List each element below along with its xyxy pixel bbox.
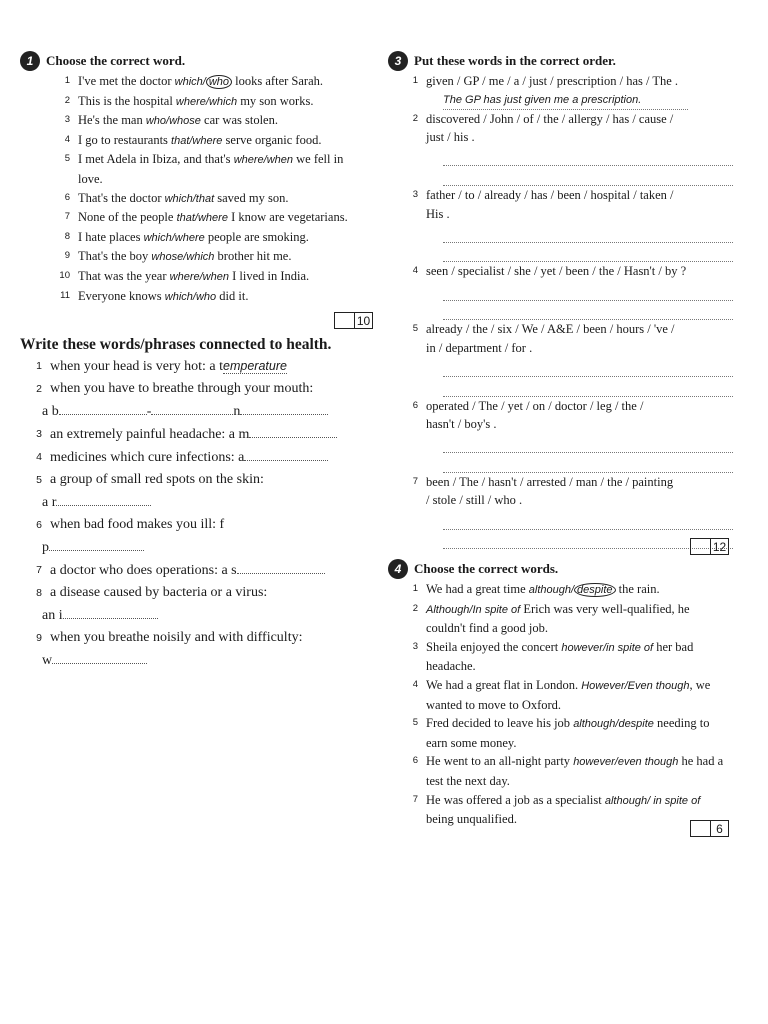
item-prompt: when bad food makes you ill: f xyxy=(50,517,225,532)
item-text xyxy=(78,189,370,209)
word-choice[interactable]: although/ xyxy=(528,584,575,596)
section1-header xyxy=(20,50,372,72)
item-text-part: Erich was very well-qualified, he couldn't find a good job. xyxy=(426,601,690,636)
item-number: 2 xyxy=(36,383,42,395)
order-item-line xyxy=(396,397,733,416)
letter-hint: n xyxy=(233,404,241,419)
item-prompt: when you have to breathe through your mouth: xyxy=(50,381,314,396)
item-text xyxy=(78,150,370,188)
order-item-line xyxy=(396,491,733,510)
item-text-part: he had a test the next day. xyxy=(426,754,724,788)
item-text xyxy=(426,676,726,714)
scrambled-words: been / The / hasn't / arrested / man / the / painting xyxy=(426,474,674,489)
health-item-continuation xyxy=(20,536,372,559)
item-number: 9 xyxy=(64,250,70,262)
item-text-part: Sheila enjoyed the concert xyxy=(426,639,562,654)
word-choice[interactable]: which/ xyxy=(174,76,206,88)
section4-score-box[interactable] xyxy=(690,820,729,837)
answer-line[interactable] xyxy=(443,357,733,377)
right-column xyxy=(388,50,733,836)
answer-blank[interactable] xyxy=(56,491,151,506)
section1-items xyxy=(48,72,370,306)
item-number: 7 xyxy=(64,211,70,223)
item-number: 4 xyxy=(64,133,70,145)
health-item xyxy=(20,469,372,491)
scrambled-words: already / the / six / We / A&E / been / hours / 've / xyxy=(426,322,675,337)
item-number: 6 xyxy=(412,399,418,411)
section3-score-total: 12 xyxy=(710,538,729,555)
word-choice[interactable]: that/where xyxy=(176,212,228,225)
item-text-before: I met Adela in Ibiza, and that's xyxy=(78,152,234,167)
item-prompt: a doctor who does operations: a s xyxy=(50,563,237,578)
item-number: 3 xyxy=(36,428,42,440)
item-number: 5 xyxy=(412,717,418,729)
health-item xyxy=(20,378,372,400)
scrambled-words: / stole / still / who . xyxy=(426,493,523,508)
section3-items xyxy=(396,72,733,549)
item-text xyxy=(50,378,313,400)
item-number: 6 xyxy=(36,519,42,531)
circled-answer: who xyxy=(206,75,232,89)
item-text-after: car was stolen. xyxy=(200,113,278,128)
item-text-before: That's the boy xyxy=(78,249,152,264)
section4-item xyxy=(396,676,726,714)
section1-item xyxy=(48,208,370,228)
item-prompt: when you breathe noisily and with difficulty: xyxy=(50,630,303,645)
word-choice[interactable]: however/even though xyxy=(573,756,679,769)
health-item xyxy=(20,582,372,604)
order-item-line xyxy=(396,415,733,434)
item-number: 8 xyxy=(36,587,42,599)
answer-blank[interactable] xyxy=(52,649,147,664)
scrambled-words: just / his . xyxy=(426,130,475,145)
answer-line[interactable] xyxy=(443,281,733,301)
item-text xyxy=(78,111,370,131)
section1-item xyxy=(48,111,370,131)
answer-line[interactable] xyxy=(443,453,733,473)
item-number: 2 xyxy=(412,112,418,124)
item-text xyxy=(426,580,726,600)
item-number: 5 xyxy=(36,474,42,486)
item-text xyxy=(50,355,287,378)
section3-title: Put these words in the correct order. xyxy=(414,53,616,68)
item-text-before: None of the people xyxy=(78,210,177,225)
item-text xyxy=(78,228,370,248)
item-text xyxy=(426,714,726,752)
health-item xyxy=(20,514,372,536)
item-prompt: an extremely painful headache: a m xyxy=(50,427,250,442)
answer-blank[interactable] xyxy=(49,536,144,551)
section1-number-badge: 1 xyxy=(20,51,40,71)
section1-score-blank[interactable] xyxy=(334,312,354,329)
item-text-before: Everyone knows xyxy=(78,288,165,303)
word-choice[interactable]: where/which xyxy=(175,95,238,108)
letter-hint: - xyxy=(146,404,152,419)
letter-hint: an i xyxy=(42,608,63,623)
section2-title: Write these words/phrases connected to health. xyxy=(20,336,332,353)
answer-blank[interactable] xyxy=(240,400,328,415)
item-text xyxy=(50,469,264,491)
item-number: 7 xyxy=(412,793,418,805)
letter-hint: w xyxy=(42,653,53,668)
health-item xyxy=(20,423,372,446)
item-prompt: medicines which cure infections: a xyxy=(50,450,245,465)
item-text-after: serve organic food. xyxy=(222,132,322,147)
section4-items xyxy=(396,580,726,829)
item-number: 1 xyxy=(412,583,418,594)
section3-number-badge: 3 xyxy=(388,51,408,71)
item-text-part: , we wanted to move to Oxford. xyxy=(426,677,711,712)
word-choice[interactable]: However/Even though xyxy=(581,679,690,692)
answer-line[interactable] xyxy=(443,147,733,167)
item-text xyxy=(426,791,726,829)
word-choice[interactable]: that/where xyxy=(171,134,223,147)
item-number: 3 xyxy=(412,188,418,200)
section1-title: Choose the correct word. xyxy=(46,53,186,68)
item-text-part: needing to earn some money. xyxy=(426,716,710,750)
item-number xyxy=(396,415,426,434)
order-item-line xyxy=(396,205,733,224)
section4-item xyxy=(396,600,726,638)
item-text-before: I've met the doctor xyxy=(78,74,175,88)
letter-hint: a r xyxy=(42,495,57,510)
item-number: 6 xyxy=(412,755,418,767)
order-item-line xyxy=(396,473,733,492)
left-column xyxy=(20,50,372,668)
handwritten-answer[interactable]: The GP has just given me a prescription. xyxy=(443,91,688,110)
item-number xyxy=(396,491,426,510)
section4-title: Choose the correct words. xyxy=(414,561,559,576)
scrambled-words: father / to / already / has / been / hospital / taken / xyxy=(426,187,674,202)
item-text-part: the rain. xyxy=(615,582,660,596)
item-number: 4 xyxy=(412,678,418,690)
item-text-part: He was offered a job as a specialist xyxy=(426,792,605,807)
section4-item xyxy=(396,752,726,790)
item-number: 1 xyxy=(412,75,418,86)
answer-line[interactable] xyxy=(443,510,733,530)
item-text xyxy=(78,72,370,92)
order-item-line xyxy=(396,339,733,358)
item-text-before: I go to restaurants xyxy=(78,132,172,147)
answer-line[interactable] xyxy=(443,301,733,321)
item-text xyxy=(50,627,302,649)
item-text-part: being unqualified. xyxy=(426,812,517,827)
section4-item xyxy=(396,791,726,829)
order-item-line xyxy=(396,72,733,91)
item-number: 10 xyxy=(59,269,70,281)
order-item-line xyxy=(396,128,733,147)
answer-line[interactable] xyxy=(443,434,733,454)
scrambled-words: seen / specialist / she / yet / been / the / Hasn't / by ? xyxy=(426,264,687,279)
health-item xyxy=(20,559,372,582)
word-choice[interactable]: although/ in spite of xyxy=(604,794,701,807)
health-item-continuation xyxy=(20,400,372,423)
section4-item xyxy=(396,638,726,676)
item-text xyxy=(426,752,726,790)
item-text-part: her bad headache. xyxy=(426,639,694,674)
item-text-after: I lived in India. xyxy=(228,268,310,283)
item-number: 7 xyxy=(36,564,42,576)
item-text-after: people are smoking. xyxy=(204,229,309,244)
word-choice[interactable]: which/who xyxy=(164,290,217,303)
order-item-line xyxy=(396,110,733,129)
section3-header xyxy=(388,50,733,72)
item-number: 11 xyxy=(60,289,70,301)
health-item xyxy=(20,355,372,378)
scrambled-words: discovered / John / of / the / allergy / has / cause / xyxy=(426,111,674,126)
item-number: 6 xyxy=(64,191,70,203)
item-text xyxy=(50,559,325,582)
section1-score-box[interactable] xyxy=(334,312,373,329)
section4-item xyxy=(396,580,726,600)
scrambled-words: given / GP / me / a / just / prescription / has / The . xyxy=(426,74,679,88)
item-number: 1 xyxy=(64,75,70,86)
word-choice[interactable]: where/when xyxy=(233,154,294,167)
circled-answer: despite xyxy=(574,583,615,597)
section1-score-total: 10 xyxy=(354,312,373,329)
section1-item xyxy=(48,267,370,287)
item-text xyxy=(50,446,328,469)
word-choice[interactable]: however/in spite of xyxy=(561,641,654,654)
item-text-after: did it. xyxy=(216,288,249,303)
item-number: 9 xyxy=(36,632,42,644)
item-number: 8 xyxy=(64,230,70,242)
section1-item xyxy=(48,150,370,188)
answer-blank[interactable] xyxy=(63,604,158,619)
item-text-after: we fell in love. xyxy=(78,152,344,186)
item-number: 1 xyxy=(36,360,42,372)
item-prompt: a disease caused by bacteria or a virus: xyxy=(50,585,268,600)
letter-hint: a b xyxy=(42,404,59,419)
item-text xyxy=(426,638,726,676)
item-number xyxy=(396,205,426,224)
section1-item xyxy=(48,228,370,248)
word-choice[interactable]: although/despite xyxy=(573,718,654,731)
answer-line[interactable] xyxy=(443,377,733,397)
item-text-after: looks after Sarah. xyxy=(232,74,323,88)
word-choice[interactable]: who/whose xyxy=(145,115,201,128)
item-text xyxy=(78,287,370,307)
section1-item xyxy=(48,92,370,112)
section1-item xyxy=(48,131,370,151)
item-text-after: my son works. xyxy=(237,93,314,108)
word-choice[interactable]: where/when xyxy=(169,270,229,283)
item-text xyxy=(50,423,337,446)
item-text xyxy=(78,247,370,267)
section4 xyxy=(388,558,733,829)
item-prompt: when your head is very hot: a t xyxy=(50,359,224,374)
health-item-continuation xyxy=(20,604,372,627)
item-text-part: Fred decided to leave his job xyxy=(426,716,574,731)
item-text-part: We had a great flat in London. xyxy=(426,677,582,692)
section4-score-blank[interactable] xyxy=(690,820,710,837)
item-number: 5 xyxy=(64,153,70,165)
word-choice[interactable]: whose/which xyxy=(151,251,215,264)
item-text-before: I hate places xyxy=(78,229,144,244)
item-number: 2 xyxy=(64,94,70,106)
section1-item xyxy=(48,189,370,209)
health-item-continuation xyxy=(20,649,372,672)
section3-score-box[interactable] xyxy=(690,538,729,555)
section4-number-badge: 4 xyxy=(388,559,408,579)
section1-item xyxy=(48,72,370,92)
scrambled-words: operated / The / yet / on / doctor / leg / the / xyxy=(426,398,644,413)
item-text xyxy=(78,208,370,228)
section3-score-blank[interactable] xyxy=(690,538,710,555)
answer-blank[interactable] xyxy=(249,423,337,438)
answer-line[interactable] xyxy=(443,166,733,186)
item-text-before: That's the doctor xyxy=(78,190,165,205)
item-number: 3 xyxy=(412,640,418,652)
section2 xyxy=(20,336,372,672)
item-number: 4 xyxy=(36,451,42,463)
order-item-line xyxy=(396,262,733,281)
health-item xyxy=(20,627,372,649)
item-prompt: a group of small red spots on the skin: xyxy=(50,472,264,487)
item-text xyxy=(50,514,224,536)
item-number: 4 xyxy=(412,265,418,277)
scrambled-words: His . xyxy=(426,206,450,221)
item-text-before: He's the man xyxy=(78,113,146,128)
item-number: 3 xyxy=(64,114,70,126)
item-text-part: He went to an all-night party xyxy=(426,754,574,769)
section2-items xyxy=(20,355,372,672)
answer-line[interactable] xyxy=(443,243,733,263)
section4-header xyxy=(388,558,733,580)
item-text xyxy=(426,600,726,638)
word-choice[interactable]: Although/In spite of xyxy=(426,603,521,616)
item-text xyxy=(78,131,370,151)
item-text-after: saved my son. xyxy=(214,190,289,205)
order-item-line xyxy=(396,186,733,205)
item-number: 5 xyxy=(412,323,418,335)
handwritten-answer[interactable]: emperature xyxy=(223,359,287,373)
answer-line[interactable] xyxy=(443,223,733,243)
item-number xyxy=(396,339,426,358)
scrambled-words: hasn't / boy's . xyxy=(426,417,497,432)
item-text-before: This is the hospital xyxy=(78,93,176,108)
section1-item xyxy=(48,287,370,307)
item-text-after: brother hit me. xyxy=(214,249,292,264)
health-item-continuation xyxy=(20,491,372,514)
item-text xyxy=(50,582,267,604)
item-text xyxy=(78,92,370,112)
answer-blank[interactable] xyxy=(59,400,147,415)
answer-blank[interactable] xyxy=(237,559,325,574)
answer-blank[interactable] xyxy=(151,400,233,415)
item-text-before: That was the year xyxy=(78,268,170,283)
answer-blank[interactable] xyxy=(244,446,328,461)
order-item-line xyxy=(396,320,733,339)
section4-score-total: 6 xyxy=(710,820,729,837)
section1-item xyxy=(48,247,370,267)
item-number: 2 xyxy=(412,602,418,614)
letter-hint: p xyxy=(42,540,49,555)
health-item xyxy=(20,446,372,469)
item-text-part: We had a great time xyxy=(426,582,529,596)
word-choice[interactable]: which/that xyxy=(164,192,215,205)
item-number: 7 xyxy=(412,475,418,487)
item-number xyxy=(396,128,426,147)
section4-item xyxy=(396,714,726,752)
scrambled-words: in / department / for . xyxy=(426,340,533,355)
item-text-after: I know are vegetarians. xyxy=(227,210,348,225)
item-text xyxy=(78,267,370,287)
word-choice[interactable]: which/where xyxy=(143,231,205,244)
